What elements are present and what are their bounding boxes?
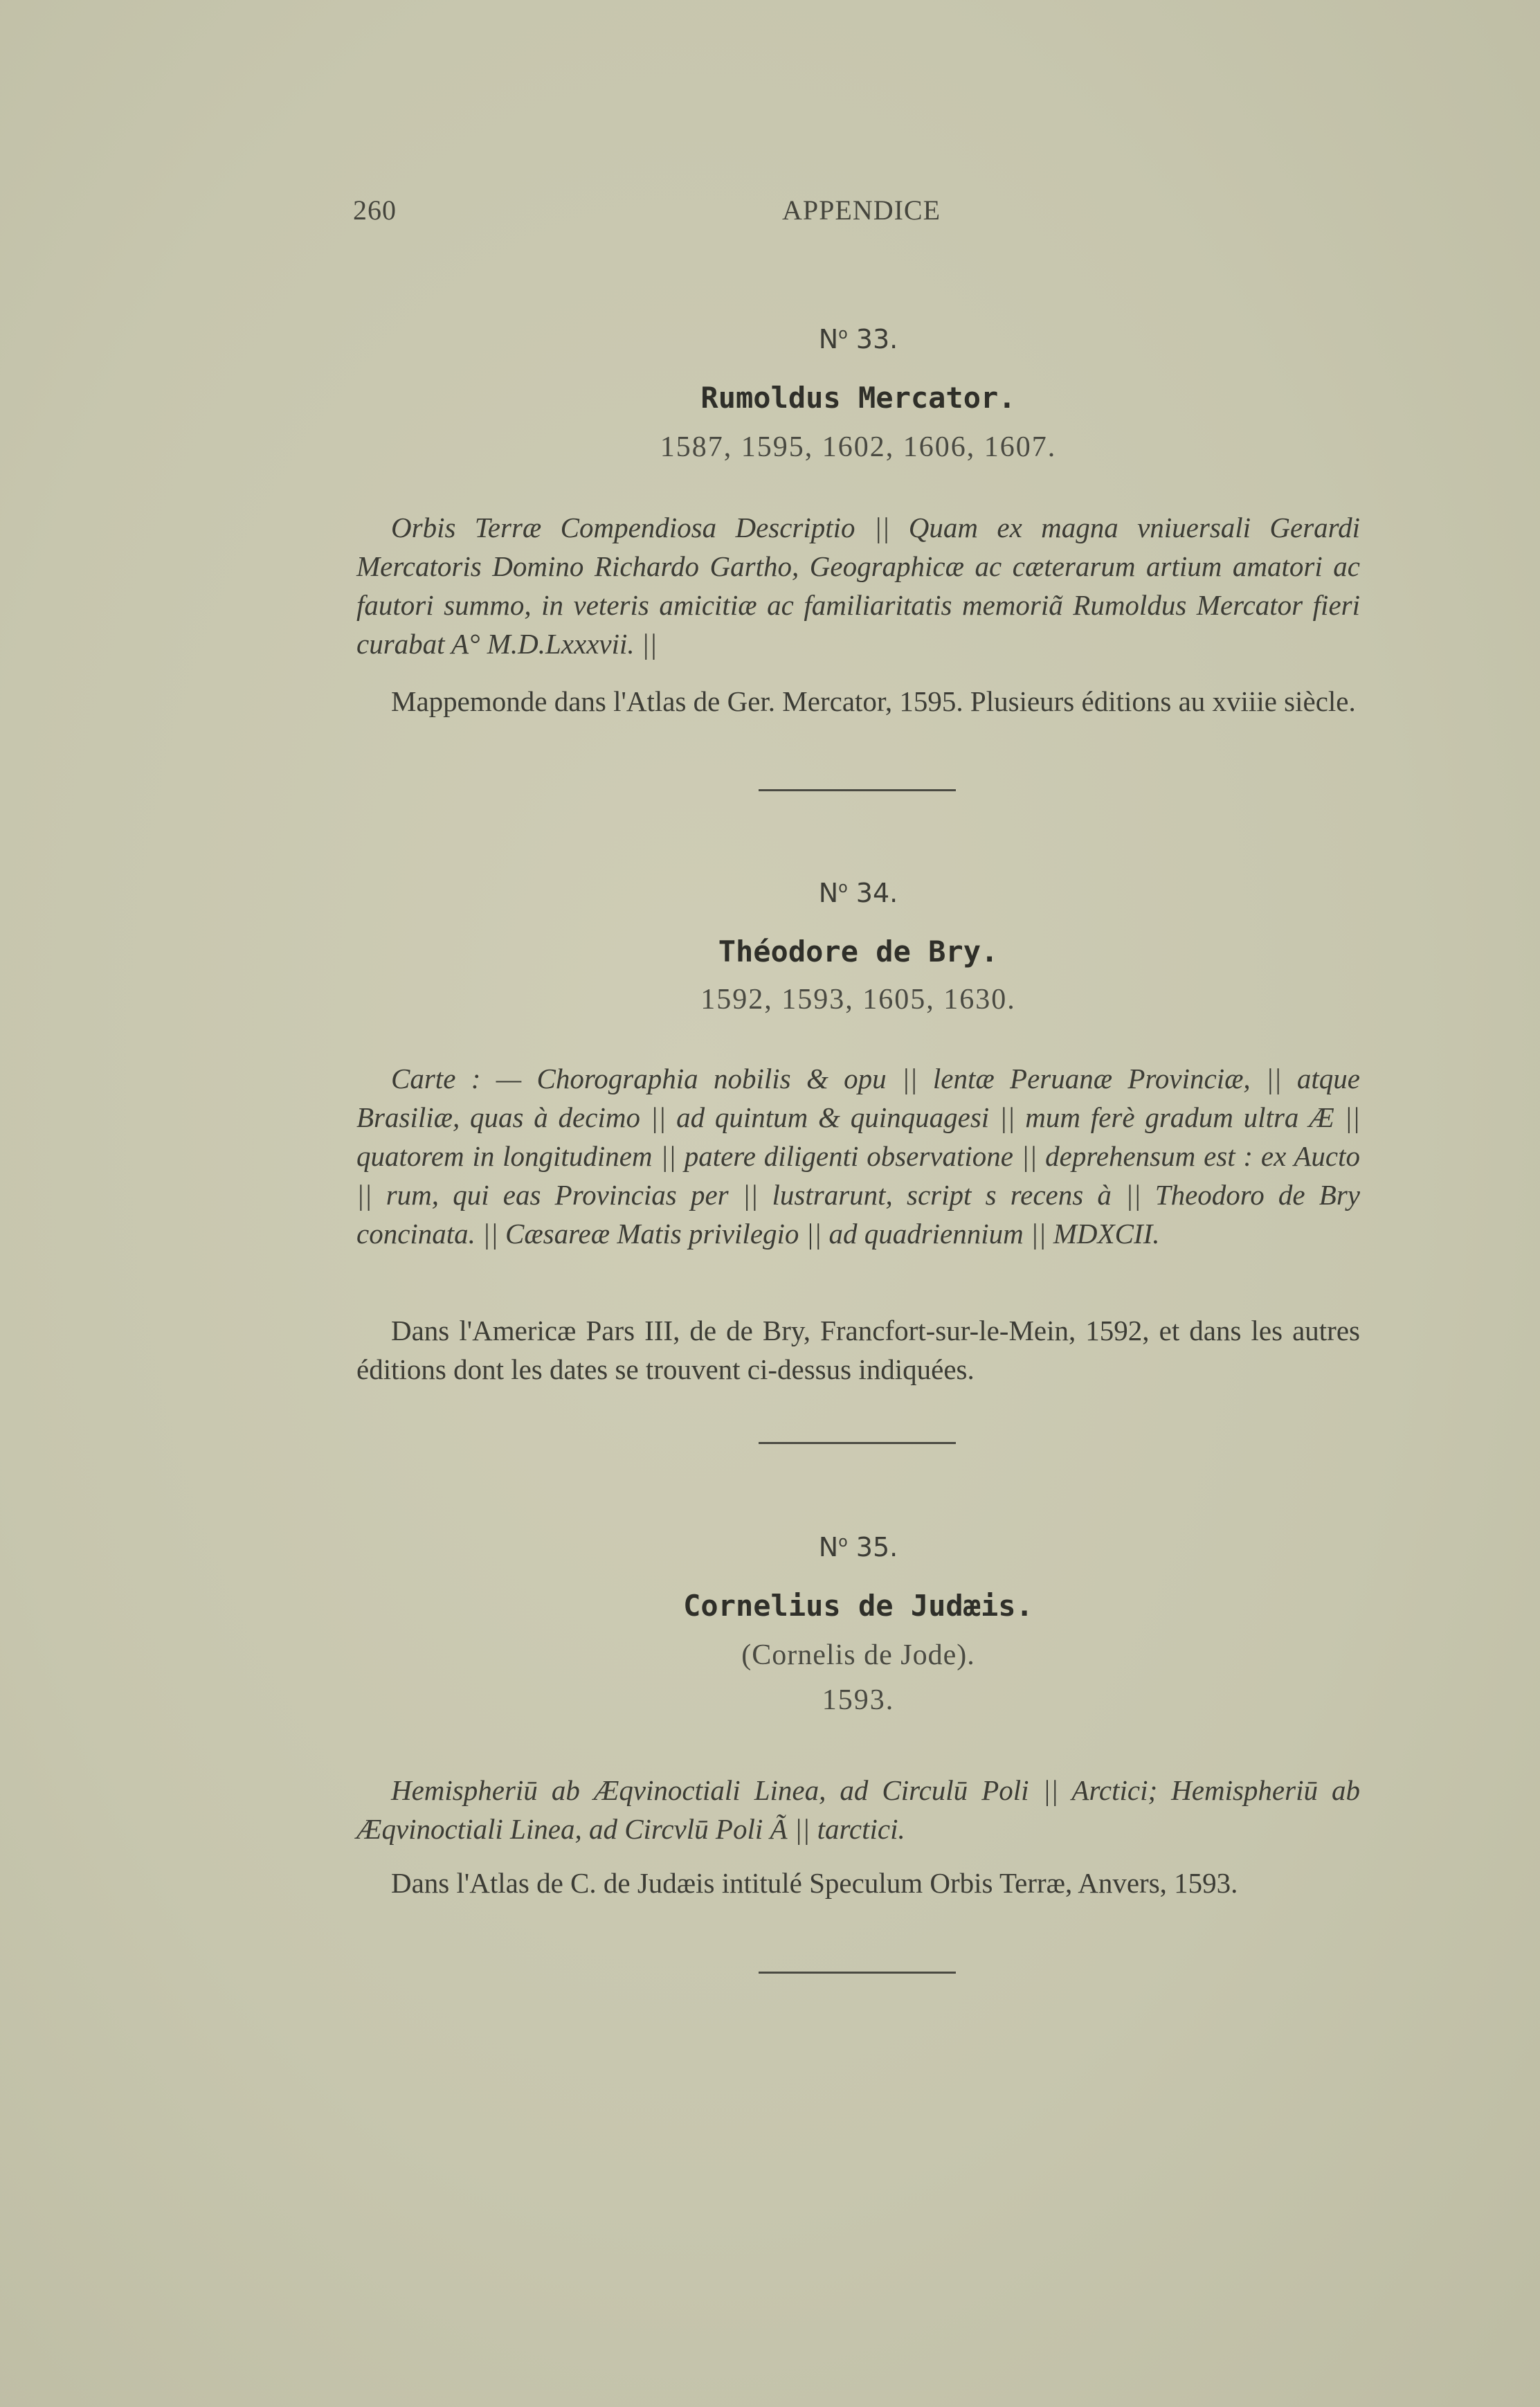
entry-dates-33: 1587, 1595, 1602, 1606, 1607. xyxy=(660,431,1057,463)
page-number: 260 xyxy=(353,195,397,226)
entry-title-text-34: Carte : — Chorographia nobilis & opu || lentæ Peruanæ Provinciæ, || atque Brasiliæ, quas à decimo || ad quintum & quinquagesi || mum ferè gradum ultra Æ || quatorem in longitudinem || patere diligenti observatione || deprehensum est : ex Aucto || rum, qui eas Provincias per || lustrarunt, script s recens à || Theodoro de Bry concinata. || Cæsareæ Matis privilegio || ad quadriennium || MDXCII. xyxy=(356,1063,1360,1250)
entry-title-text-35: Hemispheriū ab Æqvinoctiali Linea, ad Circulū Poli || Arctici; Hemispheriū ab Æqvinoctiali Linea, ad Circvlū Poli Ã || tarctici. xyxy=(356,1774,1360,1845)
entry-number-33: $N^o$ 33. xyxy=(818,324,898,354)
entry-dates-34: 1592, 1593, 1605, 1630. xyxy=(700,984,1016,1016)
entry-number-34: $N^o$ 34. xyxy=(818,878,898,908)
section-divider xyxy=(759,789,956,791)
entry-author-35: Cornelius de Judæis. xyxy=(683,1589,1033,1623)
entry-note-35: Dans l'Atlas de C. de Judæis intitulé Speculum Orbis Terræ, Anvers, 1593. xyxy=(391,1867,1238,1899)
entry-note-33: Mappemonde dans l'Atlas de Ger. Mercator, 1595. Plusieurs éditions au xviiie siècle. xyxy=(391,685,1356,717)
entry-author-33: Rumoldus Mercator. xyxy=(700,381,1016,415)
page-header xyxy=(353,194,1357,235)
entry-author-34: Théodore de Bry. xyxy=(718,935,999,968)
entry-title-text-33: Orbis Terræ Compendiosa Descriptio || Quam ex magna vniuersali Gerardi Mercatoris Domino Richardo Gartho, Geographicæ ac cæterarum artium amatori ac fautori summo, in veteris amicitiæ ac familiaritatis memoriã Rumoldus Mercator fieri curabat A° M.D.Lxxxvii. || xyxy=(356,512,1360,660)
entry-number-35: $N^o$ 35. xyxy=(818,1532,898,1562)
section-divider xyxy=(759,1972,956,1974)
entry-subtitle-35: (Cornelis de Jode). xyxy=(741,1639,975,1671)
entry-note-34: Dans l'Americæ Pars III, de de Bry, Francfort-sur-le-Mein, 1592, et dans les autres éditions dont les dates se trouvent ci-dessus indiquées. xyxy=(356,1315,1360,1385)
running-title: APPENDICE xyxy=(782,195,941,226)
section-divider xyxy=(759,1442,956,1444)
entry-dates-35: 1593. xyxy=(822,1684,895,1716)
